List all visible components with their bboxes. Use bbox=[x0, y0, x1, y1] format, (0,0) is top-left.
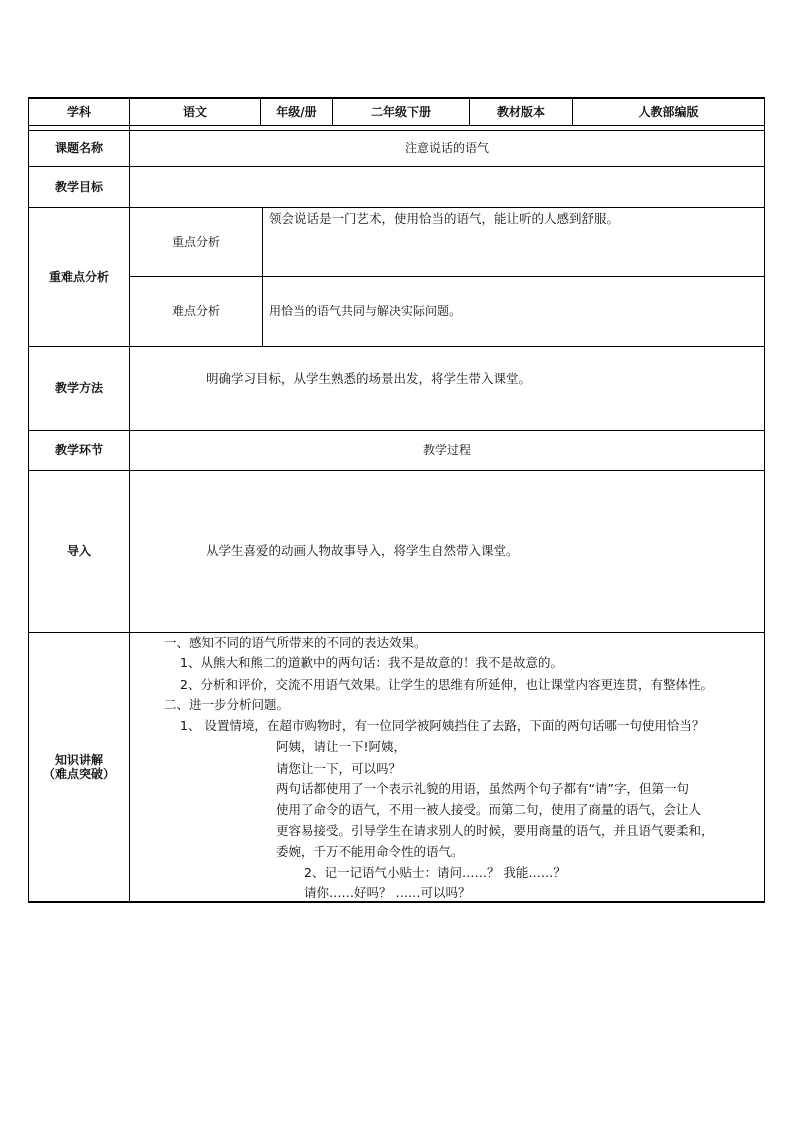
knowledge-line: 更容易接受。引导学生在请求别人的时候，要用商量的语气，并且语气要柔和， bbox=[276, 823, 714, 838]
knowledge-line: 一、感知不同的语气所带来的不同的表达效果。 bbox=[164, 635, 427, 650]
difficult-point-label: 难点分析 bbox=[171, 304, 220, 319]
key-point-label: 重点分析 bbox=[171, 234, 220, 249]
teaching-method-label: 教学方法 bbox=[54, 381, 103, 396]
lesson-plan-table bbox=[28, 97, 765, 903]
knowledge-label-line1: 知识讲解 bbox=[54, 752, 103, 767]
knowledge-line: 2、记一记语气小贴士：请问……？ 我能……？ bbox=[304, 865, 566, 880]
knowledge-line: 使用了命令的语气，不用一被人接受。而第二句，使用了商量的语气，会让人 bbox=[276, 802, 702, 817]
knowledge-line: 委婉，千万不能用命令性的语气。 bbox=[276, 844, 464, 859]
lesson-title-value: 注意说话的语气 bbox=[404, 141, 489, 156]
knowledge-line: 请你……好吗？ ……可以吗？ bbox=[304, 885, 471, 900]
grade-label: 年级/册 bbox=[276, 104, 317, 119]
edition-value: 人教部编版 bbox=[638, 104, 699, 119]
subject-value: 语文 bbox=[182, 104, 207, 119]
edition-label: 教材版本 bbox=[496, 104, 545, 119]
teaching-goals-value bbox=[130, 167, 764, 207]
teaching-stage-label: 教学环节 bbox=[54, 443, 103, 458]
knowledge-line: 二、进一步分析问题。 bbox=[164, 697, 290, 712]
difficult-point-text: 用恰当的语气共同与解决实际问题。 bbox=[269, 304, 462, 319]
teaching-process-heading: 教学过程 bbox=[422, 443, 471, 458]
knowledge-label-line2: （难点突破） bbox=[42, 767, 115, 781]
knowledge-line: 阿姨，请让一下!阿姨， bbox=[276, 739, 407, 754]
row-divider bbox=[28, 346, 765, 347]
lesson-title-label: 课题名称 bbox=[54, 141, 103, 156]
row-divider bbox=[28, 470, 765, 471]
intro-label: 导入 bbox=[66, 544, 91, 559]
knowledge-line: 2、分析和评价，交流不用语气效果。让学生的思维有所延伸，也让课堂内容更连贯，有整体性。 bbox=[180, 677, 713, 692]
teaching-method-text: 明确学习目标，从学生熟悉的场景出发，将学生带入课堂。 bbox=[206, 371, 532, 386]
intro-text: 从学生喜爱的动画人物故事导入，将学生自然带入课堂。 bbox=[206, 543, 519, 558]
key-point-text: 领会说话是一门艺术，使用恰当的语气，能让听的人感到舒服。 bbox=[269, 211, 620, 226]
grade-value: 二年级下册 bbox=[370, 104, 431, 119]
teaching-goals-label: 教学目标 bbox=[54, 179, 103, 194]
knowledge-label bbox=[29, 633, 129, 901]
knowledge-line: 两句话都使用了一个表示礼貌的用语，虽然两个句子都有“请”字，但第一句 bbox=[276, 781, 689, 796]
knowledge-line: 1、 设置情境，在超市购物时，有一位同学被阿姨挡住了去路，下面的两句话哪一句使用恰当？ bbox=[180, 718, 705, 733]
knowledge-line: 请您让一下，可以吗？ bbox=[276, 761, 402, 776]
column-divider bbox=[262, 207, 263, 346]
knowledge-line: 1、从熊大和熊二的道歉中的两句话：我不是故意的！我不是故意的。 bbox=[180, 655, 563, 670]
subject-label: 学科 bbox=[66, 104, 91, 119]
table-border-right bbox=[764, 97, 765, 903]
row-divider bbox=[28, 125, 765, 126]
analysis-label: 重难点分析 bbox=[48, 269, 109, 284]
